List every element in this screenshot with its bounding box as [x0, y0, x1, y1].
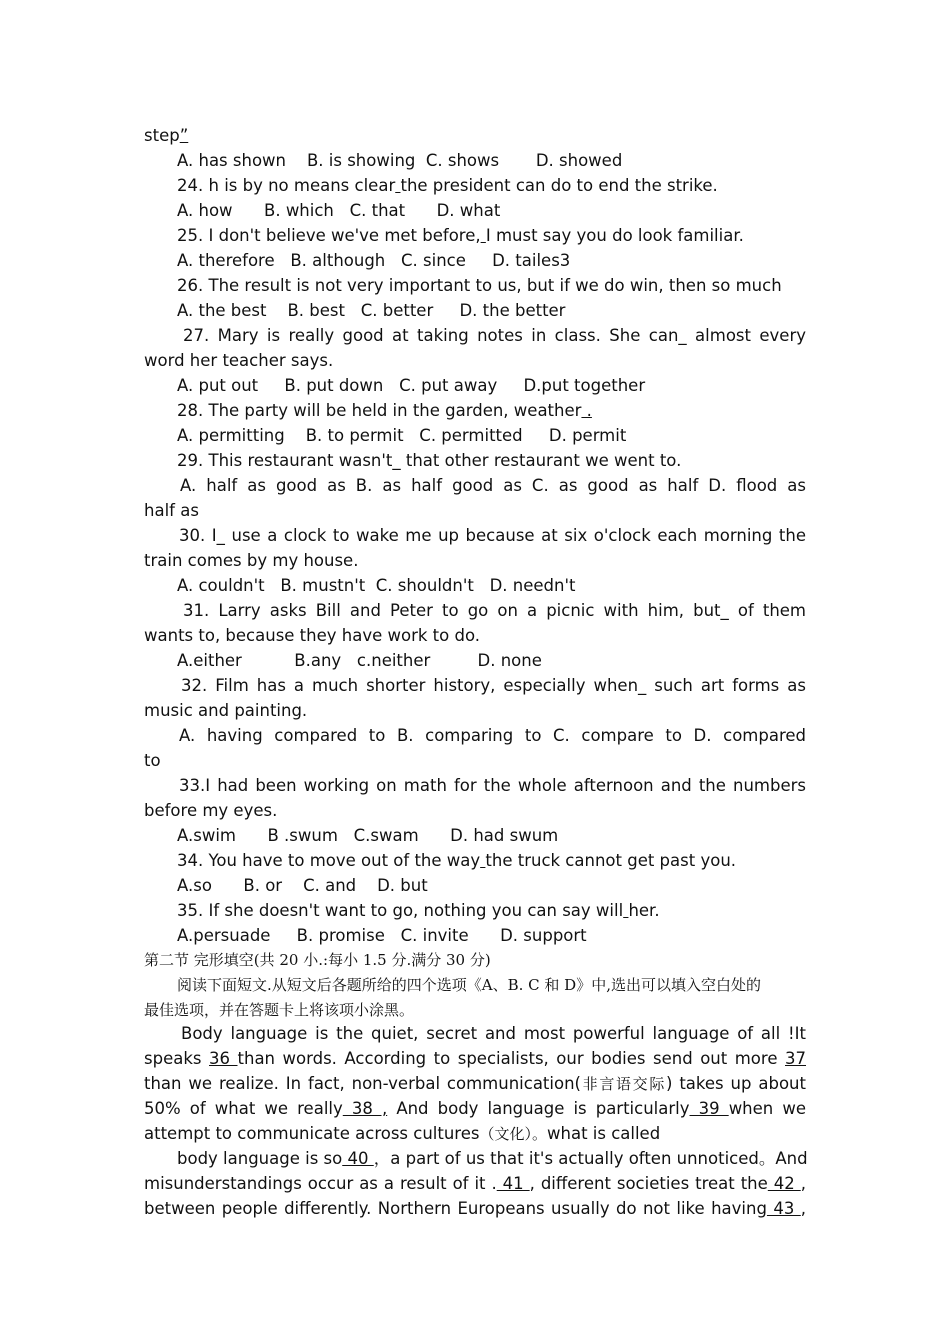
passage-line6: body language is so 40 ，a part of us that it's actually often unnoticed。And [177, 1149, 808, 1168]
q31-options: A.either B.any c.neither D. none [177, 651, 542, 670]
q33-options: A.swim B .swum C.swam D. had swum [177, 826, 559, 845]
q29-options-line1: A. half as good as B. as half good as C. as good as half D. flood as [180, 476, 806, 495]
q27-options: A. put out B. put down C. put away D.put together [177, 376, 646, 395]
section2-instruction-line1: 阅读下面短文.从短文后各题所给的四个选项《A、B. C 和 D》中,选出可以填入空白处的 [177, 976, 761, 994]
q29-stem: 29. This restaurant wasn't_ that other restaurant we went to. [177, 451, 682, 470]
passage-line4: 50% of what we really 38 , And body language is particularly 39 when we [144, 1099, 806, 1118]
q24-options: A. how B. which C. that D. what [177, 201, 501, 220]
passage-line1: Body language is the quiet, secret and most powerful language of all !It [181, 1024, 806, 1043]
q33-stem-line1: 33.I had been working on math for the whole afternoon and the numbers [179, 776, 806, 795]
q35-stem: 35. If she doesn't want to go, nothing you can say will her. [177, 901, 660, 920]
q30-stem-line2: train comes by my house. [144, 551, 359, 570]
blank-39: 39 [689, 1099, 729, 1118]
q23-blank: ” [179, 126, 189, 145]
q29-options-line2: half as [144, 501, 199, 520]
section2-instruction-line2: 最佳选项，并在答题卡上将该项小涂黑。 [144, 1001, 415, 1019]
passage-line8: between people differently. Northern Europeans usually do not like having 43 , [144, 1199, 806, 1218]
passage-line5: attempt to communicate across cultures（文化）。what is called [144, 1124, 661, 1143]
q32-options-line1: A. having compared to B. comparing to C. compare to D. compared [179, 726, 806, 745]
q30-stem-line1: 30. I_ use a clock to wake me up because at six o'clock each morning the [179, 526, 806, 545]
q34-options: A.so B. or C. and D. but [177, 876, 428, 895]
q28-stem: 28. The party will be held in the garden, weather . [177, 401, 592, 420]
section2-heading: 第二节 完形填空(共 20 小.:每小 1.5 分.满分 30 分) [144, 951, 491, 969]
q25-stem: 25. I don't believe we've met before, I must say you do look familiar. [177, 226, 744, 245]
q27-stem-line1: 27. Mary is really good at taking notes in class. She can_ almost every [183, 326, 806, 345]
q26-stem: 26. The result is not very important to us, but if we do win, then so much [177, 276, 782, 295]
passage-line7: misunderstandings occur as a result of it . 41 , different societies treat the 42 , [144, 1174, 806, 1193]
q28-blank: . [581, 401, 592, 420]
blank-40: 40 [342, 1149, 374, 1168]
blank-41: 41 [496, 1174, 530, 1193]
q32-options-line2: to [144, 751, 161, 770]
q34-stem: 34. You have to move out of the way the truck cannot get past you. [177, 851, 737, 870]
blank-38: 38 , [342, 1099, 388, 1118]
q25-options: A. therefore B. although C. since D. tailes3 [177, 251, 571, 270]
q23-stem-tail: step” [144, 126, 189, 145]
passage-line3: than we realize. In fact, non-verbal communication(非言语交际) takes up about [144, 1074, 806, 1093]
q24-stem: 24. h is by no means clear the president can do to end the strike. [177, 176, 718, 195]
q28-options: A. permitting B. to permit C. permitted D. permit [177, 426, 627, 445]
q30-options: A. couldn't B. mustn't C. shouldn't D. needn't [177, 576, 576, 595]
q35-options: A.persuade B. promise C. invite D. support [177, 926, 587, 945]
blank-43: 43 [766, 1199, 801, 1218]
passage-line2: speaks 36 than words. According to specialists, our bodies send out more 37 [144, 1049, 806, 1068]
q31-stem-line1: 31. Larry asks Bill and Peter to go on a picnic with him, but_ of them [183, 601, 806, 620]
blank-37: 37 [785, 1049, 806, 1068]
q32-stem-line1: 32. Film has a much shorter history, especially when_ such art forms as [181, 676, 806, 695]
q31-stem-line2: wants to, because they have work to do. [144, 626, 481, 645]
blank-42: 42 [767, 1174, 801, 1193]
blank-36: 36 [209, 1049, 238, 1068]
q33-stem-line2: before my eyes. [144, 801, 278, 820]
q27-stem-line2: word her teacher says. [144, 351, 334, 370]
q23-options: A. has shown B. is showing C. shows D. showed [177, 151, 623, 170]
q26-options: A. the best B. best C. better D. the better [177, 301, 566, 320]
q32-stem-line2: music and painting. [144, 701, 308, 720]
